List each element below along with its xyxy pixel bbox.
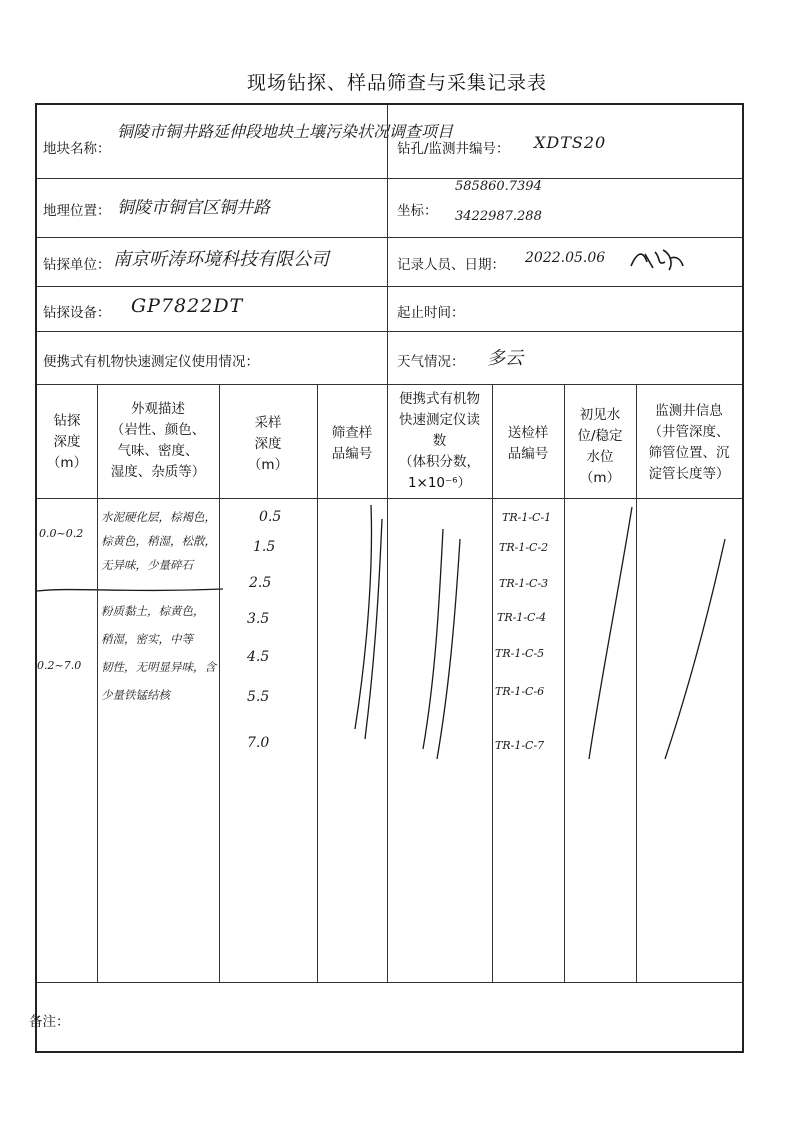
col-divider [97,385,98,983]
info-row-equipment [37,287,742,332]
plot-label: 地块名称： [43,141,111,157]
weather-value: 多云 [487,348,523,369]
unit-label: 钻探单位： [43,257,111,273]
header-sample-id: 送检样 品编号 [507,425,549,462]
sample-depth: 7.0 [247,735,270,751]
col-divider [387,385,388,983]
col-divider [636,385,637,983]
equipment-label: 钻探设备： [43,305,111,321]
borehole-label: 钻孔/监测井编号： [397,141,510,157]
sample-depth: 2.5 [249,575,272,591]
header-depth: 钻探 深度 （m） [46,413,88,471]
header-water-level: 初见水 位/稳定 水位 （m） [577,407,623,486]
sample-depth: 5.5 [247,689,270,705]
sample-id: TR-1-C-5 [495,647,545,660]
sample-id: TR-1-C-2 [499,541,549,554]
location-label: 地理位置： [43,203,111,219]
recorder-label: 记录人员、日期： [397,257,505,273]
location-value: 铜陵市铜官区铜井路 [117,198,270,218]
record-date: 2022.05.06 [525,250,606,266]
coord-label: 坐标： [397,203,438,219]
water-level-empty-stroke [589,507,632,759]
sample-depth: 3.5 [247,611,270,627]
sample-depth: 0.5 [259,509,282,525]
sample-id: TR-1-C-4 [497,611,547,624]
sample-depth: 4.5 [247,649,270,665]
record-form [29,103,744,1053]
info-row-location [37,179,742,238]
header-well-info: 监测井信息 （井管深度、 筛管位置、沉 淀管长度等） [648,403,730,482]
well-info-empty-stroke [665,539,725,759]
header-sample-depth: 采样 深度 （m） [247,415,289,473]
screen-id-empty-stroke [355,505,371,729]
layer-description: 粉质黏土，棕黄色， 稍湿，密实，中等 韧性，无明显异味，含 少量铁锰结核 [101,604,216,702]
borehole-value: XDTS20 [534,133,607,152]
header-description: 外观描述 （岩性、颜色、 气味、密度、 湿度、杂质等） [110,401,206,480]
layer-depth: 0.2~7.0 [37,659,82,672]
sample-id: TR-1-C-1 [502,511,552,524]
weather-label: 天气情况： [397,354,465,370]
col-divider [219,385,220,983]
header-screen-id: 筛查样 品编号 [331,425,373,462]
equipment-value: GP7822DT [131,295,244,317]
col-divider [317,385,318,983]
recorder-signature [627,244,687,274]
sample-id: TR-1-C-7 [495,739,545,752]
pid-label: 便携式有机物快速测定仪使用情况： [43,354,259,370]
time-label: 起止时间： [397,305,465,321]
info-row-unit [37,238,742,287]
sample-depth: 1.5 [253,539,276,555]
sample-id: TR-1-C-3 [499,577,549,590]
info-divider [387,105,388,385]
remarks-label: 备注： [29,1014,70,1030]
coord-x: 585860.7394 [455,179,542,194]
header-pid-reading: 便携式有机物 快速测定仪读 数 （体积分数， 1×10⁻⁶） [399,391,480,491]
info-row-pid [37,332,742,385]
form-title: 现场钻探、样品筛查与采集记录表 [246,72,547,94]
pid-empty-stroke [423,529,443,749]
info-row-plot [37,105,742,179]
unit-value: 南京听涛环境科技有限公司 [113,249,329,270]
col-divider [492,385,493,983]
plot-value: 铜陵市铜井路延伸段地块土壤污染状况调查项目 [117,122,454,141]
layer-description: 水泥硬化层，棕褐色， 棕黄色，稍湿，松散， 无异味，少量碎石 [101,510,216,572]
col-divider [564,385,565,983]
layer-depth: 0.0~0.2 [39,527,84,540]
coord-y: 3422987.288 [455,209,542,224]
sample-id: TR-1-C-6 [495,685,545,698]
